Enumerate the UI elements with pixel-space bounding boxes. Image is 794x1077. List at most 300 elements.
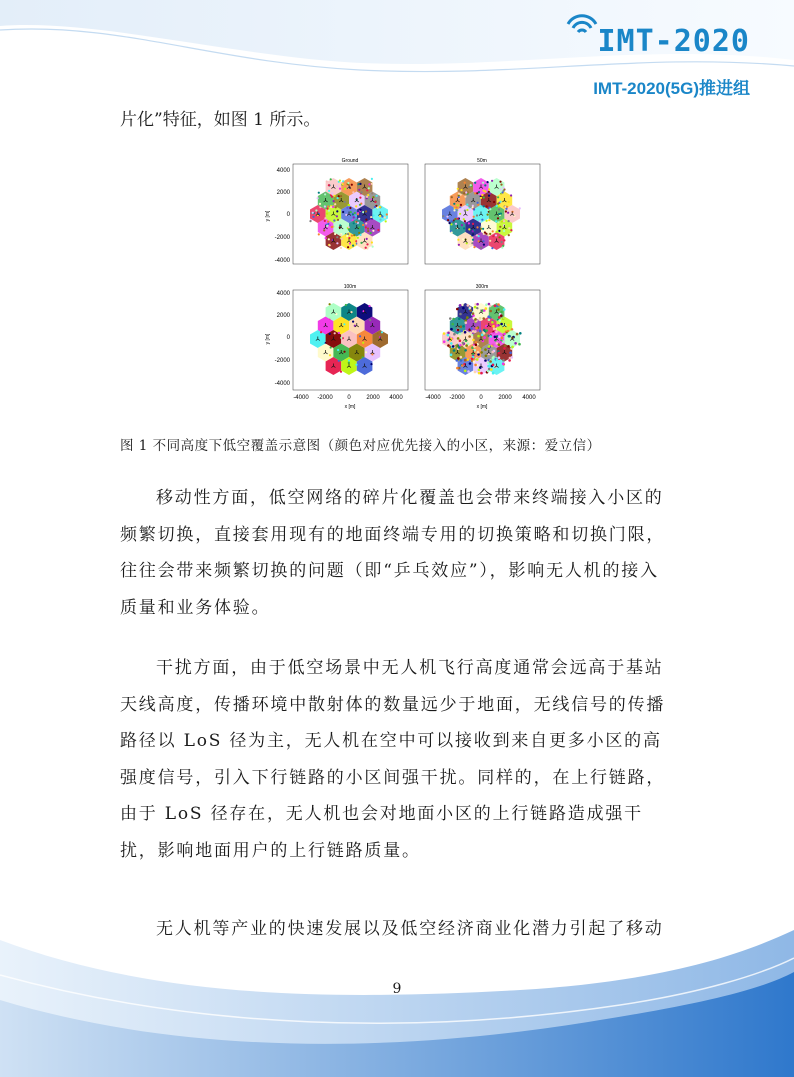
coverage-speckle bbox=[466, 204, 468, 206]
coverage-speckle bbox=[455, 223, 457, 225]
xtick: 2000 bbox=[366, 395, 380, 401]
coverage-speckle bbox=[335, 313, 337, 315]
coverage-speckle bbox=[367, 230, 369, 232]
coverage-speckle bbox=[498, 319, 501, 322]
coverage-speckle bbox=[451, 323, 454, 326]
coverage-speckle bbox=[491, 247, 493, 249]
coverage-speckle bbox=[496, 324, 499, 327]
coverage-speckle bbox=[460, 204, 462, 206]
coverage-speckle bbox=[484, 231, 486, 233]
coverage-speckle bbox=[458, 317, 461, 320]
coverage-speckle bbox=[469, 309, 472, 312]
coverage-speckle bbox=[458, 193, 460, 195]
coverage-speckle bbox=[509, 357, 512, 360]
coverage-speckle bbox=[359, 335, 361, 337]
coverage-speckle bbox=[342, 211, 344, 213]
coverage-speckle bbox=[368, 187, 370, 189]
coverage-speckle bbox=[372, 246, 374, 248]
coverage-speckle bbox=[371, 353, 373, 355]
coverage-speckle bbox=[487, 315, 490, 318]
coverage-speckle bbox=[358, 218, 360, 220]
coverage-speckle bbox=[323, 229, 325, 231]
coverage-speckle bbox=[348, 228, 350, 230]
coverage-speckle bbox=[339, 180, 341, 182]
coverage-speckle bbox=[368, 183, 370, 185]
coverage-speckle bbox=[450, 354, 453, 357]
coverage-speckle bbox=[486, 220, 488, 222]
coverage-speckle bbox=[477, 335, 480, 338]
coverage-speckle bbox=[443, 340, 446, 343]
coverage-speckle bbox=[483, 336, 486, 339]
coverage-speckle bbox=[508, 201, 510, 203]
coverage-speckle bbox=[497, 303, 500, 306]
coverage-speckle bbox=[464, 210, 466, 212]
coverage-speckle bbox=[507, 345, 510, 348]
coverage-speckle bbox=[462, 307, 465, 310]
coverage-speckle bbox=[458, 244, 460, 246]
coverage-speckle bbox=[498, 208, 500, 210]
coverage-speckle bbox=[352, 191, 354, 193]
xtick: -2000 bbox=[449, 395, 465, 401]
coverage-speckle bbox=[365, 226, 367, 228]
coverage-speckle bbox=[501, 336, 504, 339]
coverage-speckle bbox=[487, 214, 489, 216]
coverage-speckle bbox=[489, 310, 492, 313]
coverage-speckle bbox=[362, 342, 364, 344]
coverage-speckle bbox=[492, 230, 494, 232]
coverage-speckle bbox=[328, 190, 330, 192]
coverage-speckle bbox=[463, 192, 465, 194]
coverage-speckle bbox=[476, 303, 479, 306]
coverage-speckle bbox=[348, 362, 350, 364]
paragraph-mobility bbox=[120, 480, 676, 626]
coverage-speckle bbox=[365, 210, 367, 212]
coverage-speckle bbox=[472, 339, 475, 342]
coverage-speckle bbox=[503, 308, 506, 311]
coverage-speckle bbox=[497, 308, 500, 311]
xtick: 0 bbox=[347, 395, 351, 401]
ytick: 4000 bbox=[276, 168, 290, 174]
coverage-speckle bbox=[469, 362, 472, 365]
coverage-speckle bbox=[365, 247, 367, 249]
coverage-speckle bbox=[508, 234, 510, 236]
coverage-speckle bbox=[462, 342, 465, 345]
coverage-speckle bbox=[343, 351, 345, 353]
coverage-speckle bbox=[330, 178, 332, 180]
coverage-speckle bbox=[458, 333, 461, 336]
coverage-speckle bbox=[499, 181, 501, 183]
coverage-speckle bbox=[475, 327, 478, 330]
coverage-speckle bbox=[464, 349, 467, 352]
coverage-speckle bbox=[488, 219, 490, 221]
coverage-figure bbox=[263, 158, 548, 414]
coverage-speckle bbox=[352, 321, 354, 323]
coverage-speckle bbox=[476, 226, 478, 228]
coverage-speckle bbox=[362, 224, 364, 226]
coverage-speckle bbox=[492, 364, 495, 367]
coverage-speckle bbox=[345, 304, 347, 306]
coverage-speckle bbox=[341, 238, 343, 240]
coverage-speckle bbox=[473, 246, 475, 248]
coverage-speckle bbox=[324, 205, 326, 207]
coverage-speckle bbox=[477, 351, 480, 354]
coverage-speckle bbox=[469, 306, 472, 309]
coverage-speckle bbox=[498, 205, 500, 207]
coverage-speckle bbox=[492, 372, 495, 375]
coverage-speckle bbox=[450, 328, 453, 331]
coverage-speckle bbox=[337, 197, 339, 199]
coverage-speckle bbox=[326, 208, 328, 210]
coverage-speckle bbox=[503, 333, 506, 336]
coverage-speckle bbox=[370, 363, 372, 365]
coverage-speckle bbox=[344, 201, 346, 203]
coverage-speckle bbox=[498, 230, 500, 232]
coverage-speckle bbox=[498, 316, 501, 319]
coverage-speckle bbox=[329, 244, 331, 246]
coverage-speckle bbox=[336, 185, 338, 187]
coverage-speckle bbox=[359, 197, 361, 199]
coverage-speckle bbox=[325, 237, 327, 239]
coverage-speckle bbox=[365, 219, 367, 221]
coverage-speckle bbox=[460, 330, 463, 333]
coverage-speckle bbox=[481, 219, 483, 221]
coverage-speckle bbox=[489, 233, 491, 235]
coverage-speckle bbox=[465, 191, 467, 193]
coverage-speckle bbox=[498, 352, 501, 355]
coverage-speckle bbox=[318, 192, 320, 194]
coverage-speckle bbox=[365, 222, 367, 224]
paragraph-text: 干扰方面，由于低空场景中无人机飞行高度通常会远高于基站天线高度，传播环境中散射体的数量远少于地面，无线信号的传播路径以 LoS 径为主，无人机在空中可以接收到来自更多小区的高强度信号，引入下行链路的小区间强干扰。同样的，在上行链路，由于 LoS 径存在，无人机也会对地面小区的上行链路造成强干扰，影响地面用户的上行链路质量。 bbox=[120, 658, 666, 861]
coverage-speckle bbox=[329, 303, 331, 305]
coverage-speckle bbox=[495, 234, 497, 236]
coverage-speckle bbox=[452, 318, 455, 321]
coverage-speckle bbox=[474, 192, 476, 194]
coverage-speckle bbox=[374, 201, 376, 203]
coverage-speckle bbox=[332, 206, 334, 208]
coverage-speckle bbox=[459, 339, 462, 342]
coverage-speckle bbox=[508, 227, 510, 229]
coverage-speckle bbox=[510, 194, 512, 196]
coverage-speckle bbox=[451, 196, 453, 198]
coverage-speckle bbox=[475, 309, 478, 312]
coverage-speckle bbox=[379, 215, 381, 217]
coverage-speckle bbox=[479, 330, 482, 333]
brand-logo bbox=[560, 10, 750, 100]
coverage-speckle bbox=[351, 184, 353, 186]
coverage-speckle bbox=[474, 182, 476, 184]
coverage-speckle bbox=[464, 196, 466, 198]
coverage-speckle bbox=[460, 189, 462, 191]
coverage-speckle bbox=[450, 220, 452, 222]
coverage-speckle bbox=[334, 233, 336, 235]
coverage-speckle bbox=[336, 215, 338, 217]
coverage-speckle bbox=[502, 362, 505, 365]
org-name: IMT-2020(5G)推进组 bbox=[593, 79, 750, 98]
coverage-speckle bbox=[377, 229, 379, 231]
coverage-speckle bbox=[358, 189, 360, 191]
coverage-speckle bbox=[328, 238, 330, 240]
coverage-speckle bbox=[349, 242, 351, 244]
ytick: 0 bbox=[286, 212, 290, 218]
coverage-speckle bbox=[336, 210, 338, 212]
xlabel-left: x [m] bbox=[344, 404, 356, 410]
coverage-speckle bbox=[358, 226, 360, 228]
ytick: 0 bbox=[286, 335, 290, 341]
coverage-speckle bbox=[471, 358, 474, 361]
coverage-speckle bbox=[506, 206, 508, 208]
coverage-speckle bbox=[333, 219, 335, 221]
coverage-speckle bbox=[494, 336, 497, 339]
coverage-speckle bbox=[373, 214, 375, 216]
coverage-speckle bbox=[324, 217, 326, 219]
coverage-speckle bbox=[498, 236, 500, 238]
xtick: -4000 bbox=[293, 395, 309, 401]
coverage-speckle bbox=[465, 321, 468, 324]
coverage-speckle bbox=[365, 351, 367, 353]
xtick: 0 bbox=[479, 395, 483, 401]
coverage-speckle bbox=[362, 211, 364, 213]
coverage-speckle bbox=[466, 242, 468, 244]
coverage-speckle bbox=[339, 234, 341, 236]
coverage-speckle bbox=[488, 319, 491, 322]
coverage-speckle bbox=[518, 343, 521, 346]
coverage-speckle bbox=[481, 194, 483, 196]
coverage-speckle bbox=[484, 184, 486, 186]
coverage-speckle bbox=[488, 195, 490, 197]
coverage-speckle bbox=[461, 364, 464, 367]
coverage-speckle bbox=[329, 354, 331, 356]
coverage-speckle bbox=[473, 349, 476, 352]
coverage-speckle bbox=[359, 183, 361, 185]
coverage-speckle bbox=[462, 325, 465, 328]
coverage-speckle bbox=[464, 370, 467, 373]
coverage-speckle bbox=[367, 194, 369, 196]
coverage-speckle bbox=[366, 238, 368, 240]
lead-line: 片化”特征，如图 1 所示。 bbox=[120, 110, 321, 130]
coverage-speckle bbox=[468, 186, 470, 188]
coverage-speckle bbox=[357, 213, 359, 215]
coverage-speckle bbox=[335, 206, 337, 208]
coverage-speckle bbox=[338, 195, 340, 197]
coverage-speckle bbox=[339, 188, 341, 190]
coverage-speckle bbox=[484, 348, 487, 351]
coverage-speckle bbox=[457, 218, 459, 220]
ytick: -4000 bbox=[274, 381, 290, 387]
coverage-speckle bbox=[463, 218, 465, 220]
coverage-speckle bbox=[474, 318, 477, 321]
coverage-speckle bbox=[348, 359, 350, 361]
coverage-speckle bbox=[381, 215, 383, 217]
coverage-speckle bbox=[500, 188, 502, 190]
coverage-speckle bbox=[468, 228, 470, 230]
coverage-speckle bbox=[500, 311, 503, 314]
coverage-speckle bbox=[500, 184, 502, 186]
coverage-speckle bbox=[457, 337, 460, 340]
coverage-speckle bbox=[469, 245, 471, 247]
coverage-speckle bbox=[338, 332, 340, 334]
coverage-speckle bbox=[468, 335, 471, 338]
coverage-speckle bbox=[361, 191, 363, 193]
coverage-speckle bbox=[483, 205, 485, 207]
coverage-speckle bbox=[342, 183, 344, 185]
coverage-speckle bbox=[472, 312, 475, 315]
coverage-speckle bbox=[486, 329, 489, 332]
coverage-speckle bbox=[472, 223, 474, 225]
coverage-speckle bbox=[355, 221, 357, 223]
panel-title-300m: 300m bbox=[475, 284, 489, 290]
coverage-speckle bbox=[483, 332, 486, 335]
coverage-speckle bbox=[442, 215, 444, 217]
coverage-speckle bbox=[347, 182, 349, 184]
coverage-speckle bbox=[443, 332, 446, 335]
coverage-speckle bbox=[499, 341, 502, 344]
coverage-speckle bbox=[483, 329, 486, 332]
coverage-speckle bbox=[348, 204, 350, 206]
coverage-speckle bbox=[355, 205, 357, 207]
coverage-speckle bbox=[464, 359, 467, 362]
coverage-speckle bbox=[489, 208, 491, 210]
coverage-speckle bbox=[488, 345, 491, 348]
coverage-speckle bbox=[500, 323, 503, 326]
coverage-speckle bbox=[492, 235, 494, 237]
coverage-speckle bbox=[449, 317, 452, 320]
coverage-speckle bbox=[503, 230, 505, 232]
ytick: 4000 bbox=[276, 291, 290, 297]
coverage-speckle bbox=[328, 210, 330, 212]
coverage-speckle bbox=[478, 369, 481, 372]
coverage-speckle bbox=[459, 313, 462, 316]
coverage-speckle bbox=[329, 224, 331, 226]
coverage-speckle bbox=[459, 304, 462, 307]
coverage-speckle bbox=[503, 327, 506, 330]
coverage-speckle bbox=[466, 316, 469, 319]
coverage-speckle bbox=[471, 242, 473, 244]
coverage-speckle bbox=[352, 219, 354, 221]
coverage-speckle bbox=[358, 183, 360, 185]
coverage-speckle bbox=[470, 184, 472, 186]
coverage-speckle bbox=[329, 333, 331, 335]
coverage-speckle bbox=[371, 241, 373, 243]
coverage-speckle bbox=[353, 234, 355, 236]
coverage-speckle bbox=[469, 332, 472, 335]
coverage-speckle bbox=[478, 372, 481, 375]
coverage-speckle bbox=[312, 212, 314, 214]
xlabel-right: x [m] bbox=[476, 404, 488, 410]
coverage-speckle bbox=[474, 364, 477, 367]
coverage-speckle bbox=[449, 222, 451, 224]
coverage-speckle bbox=[453, 349, 456, 352]
coverage-speckle bbox=[478, 191, 480, 193]
coverage-speckle bbox=[479, 220, 481, 222]
coverage-speckle bbox=[495, 220, 497, 222]
coverage-speckle bbox=[483, 196, 485, 198]
logo-text: IMT-2020 bbox=[597, 24, 750, 59]
coverage-speckle bbox=[499, 201, 501, 203]
coverage-speckle bbox=[489, 360, 492, 363]
coverage-speckle bbox=[494, 304, 497, 307]
coverage-speckle bbox=[342, 180, 344, 182]
coverage-speckle bbox=[488, 188, 490, 190]
coverage-speckle bbox=[505, 210, 507, 212]
coverage-speckle bbox=[482, 317, 485, 320]
coverage-speckle bbox=[464, 222, 466, 224]
coverage-speckle bbox=[315, 209, 317, 211]
coverage-speckle bbox=[453, 209, 455, 211]
coverage-speckle bbox=[370, 216, 372, 218]
coverage-speckle bbox=[473, 361, 476, 364]
coverage-speckle bbox=[370, 232, 372, 234]
coverage-speckle bbox=[508, 335, 511, 338]
coverage-speckle bbox=[384, 216, 386, 218]
xtick: 4000 bbox=[522, 395, 536, 401]
xtick: 4000 bbox=[389, 395, 403, 401]
coverage-speckle bbox=[449, 346, 452, 349]
coverage-speckle bbox=[369, 319, 371, 321]
coverage-speckle bbox=[381, 331, 383, 333]
coverage-speckle bbox=[493, 327, 496, 330]
coverage-speckle bbox=[519, 332, 522, 335]
coverage-speckle bbox=[502, 359, 505, 362]
coverage-speckle bbox=[345, 214, 347, 216]
coverage-speckle bbox=[327, 205, 329, 207]
coverage-speckle bbox=[467, 370, 470, 373]
coverage-speckle bbox=[476, 358, 479, 361]
coverage-speckle bbox=[317, 197, 319, 199]
coverage-speckle bbox=[366, 243, 368, 245]
paragraph-interference bbox=[120, 650, 676, 869]
coverage-speckle bbox=[352, 213, 354, 215]
coverage-speckle bbox=[458, 342, 461, 345]
coverage-speckle bbox=[466, 209, 468, 211]
coverage-speckle bbox=[450, 342, 453, 345]
coverage-speckle bbox=[502, 191, 504, 193]
coverage-speckle bbox=[462, 238, 464, 240]
coverage-speckle bbox=[510, 229, 512, 231]
coverage-speckle bbox=[495, 330, 498, 333]
coverage-speckle bbox=[500, 314, 503, 317]
coverage-speckle bbox=[496, 205, 498, 207]
figure-caption: 图 1 不同高度下低空覆盖示意图（颜色对应优先接入的小区，来源：爱立信） bbox=[120, 438, 601, 454]
xtick: -2000 bbox=[317, 395, 333, 401]
coverage-speckle bbox=[385, 220, 387, 222]
coverage-speckle bbox=[480, 197, 482, 199]
coverage-speckle bbox=[491, 321, 494, 324]
coverage-speckle bbox=[359, 234, 361, 236]
coverage-speckle bbox=[456, 308, 459, 311]
coverage-speckle bbox=[465, 344, 468, 347]
coverage-speckle bbox=[457, 204, 459, 206]
coverage-speckle bbox=[326, 225, 328, 227]
coverage-speckle bbox=[498, 213, 500, 215]
coverage-speckle bbox=[480, 372, 483, 375]
coverage-speckle bbox=[349, 207, 351, 209]
coverage-speckle bbox=[359, 209, 361, 211]
coverage-speckle bbox=[451, 232, 453, 234]
page-number: 9 bbox=[392, 981, 402, 997]
coverage-speckle bbox=[334, 203, 336, 205]
coverage-speckle bbox=[348, 237, 350, 239]
coverage-speckle bbox=[358, 232, 360, 234]
coverage-speckle bbox=[446, 216, 448, 218]
coverage-speckle bbox=[502, 187, 504, 189]
coverage-speckle bbox=[519, 207, 521, 209]
coverage-speckle bbox=[498, 356, 501, 359]
coverage-speckle bbox=[499, 226, 501, 228]
coverage-speckle bbox=[337, 219, 339, 221]
coverage-speckle bbox=[352, 245, 354, 247]
coverage-speckle bbox=[447, 219, 449, 221]
ytick: -4000 bbox=[274, 258, 290, 264]
